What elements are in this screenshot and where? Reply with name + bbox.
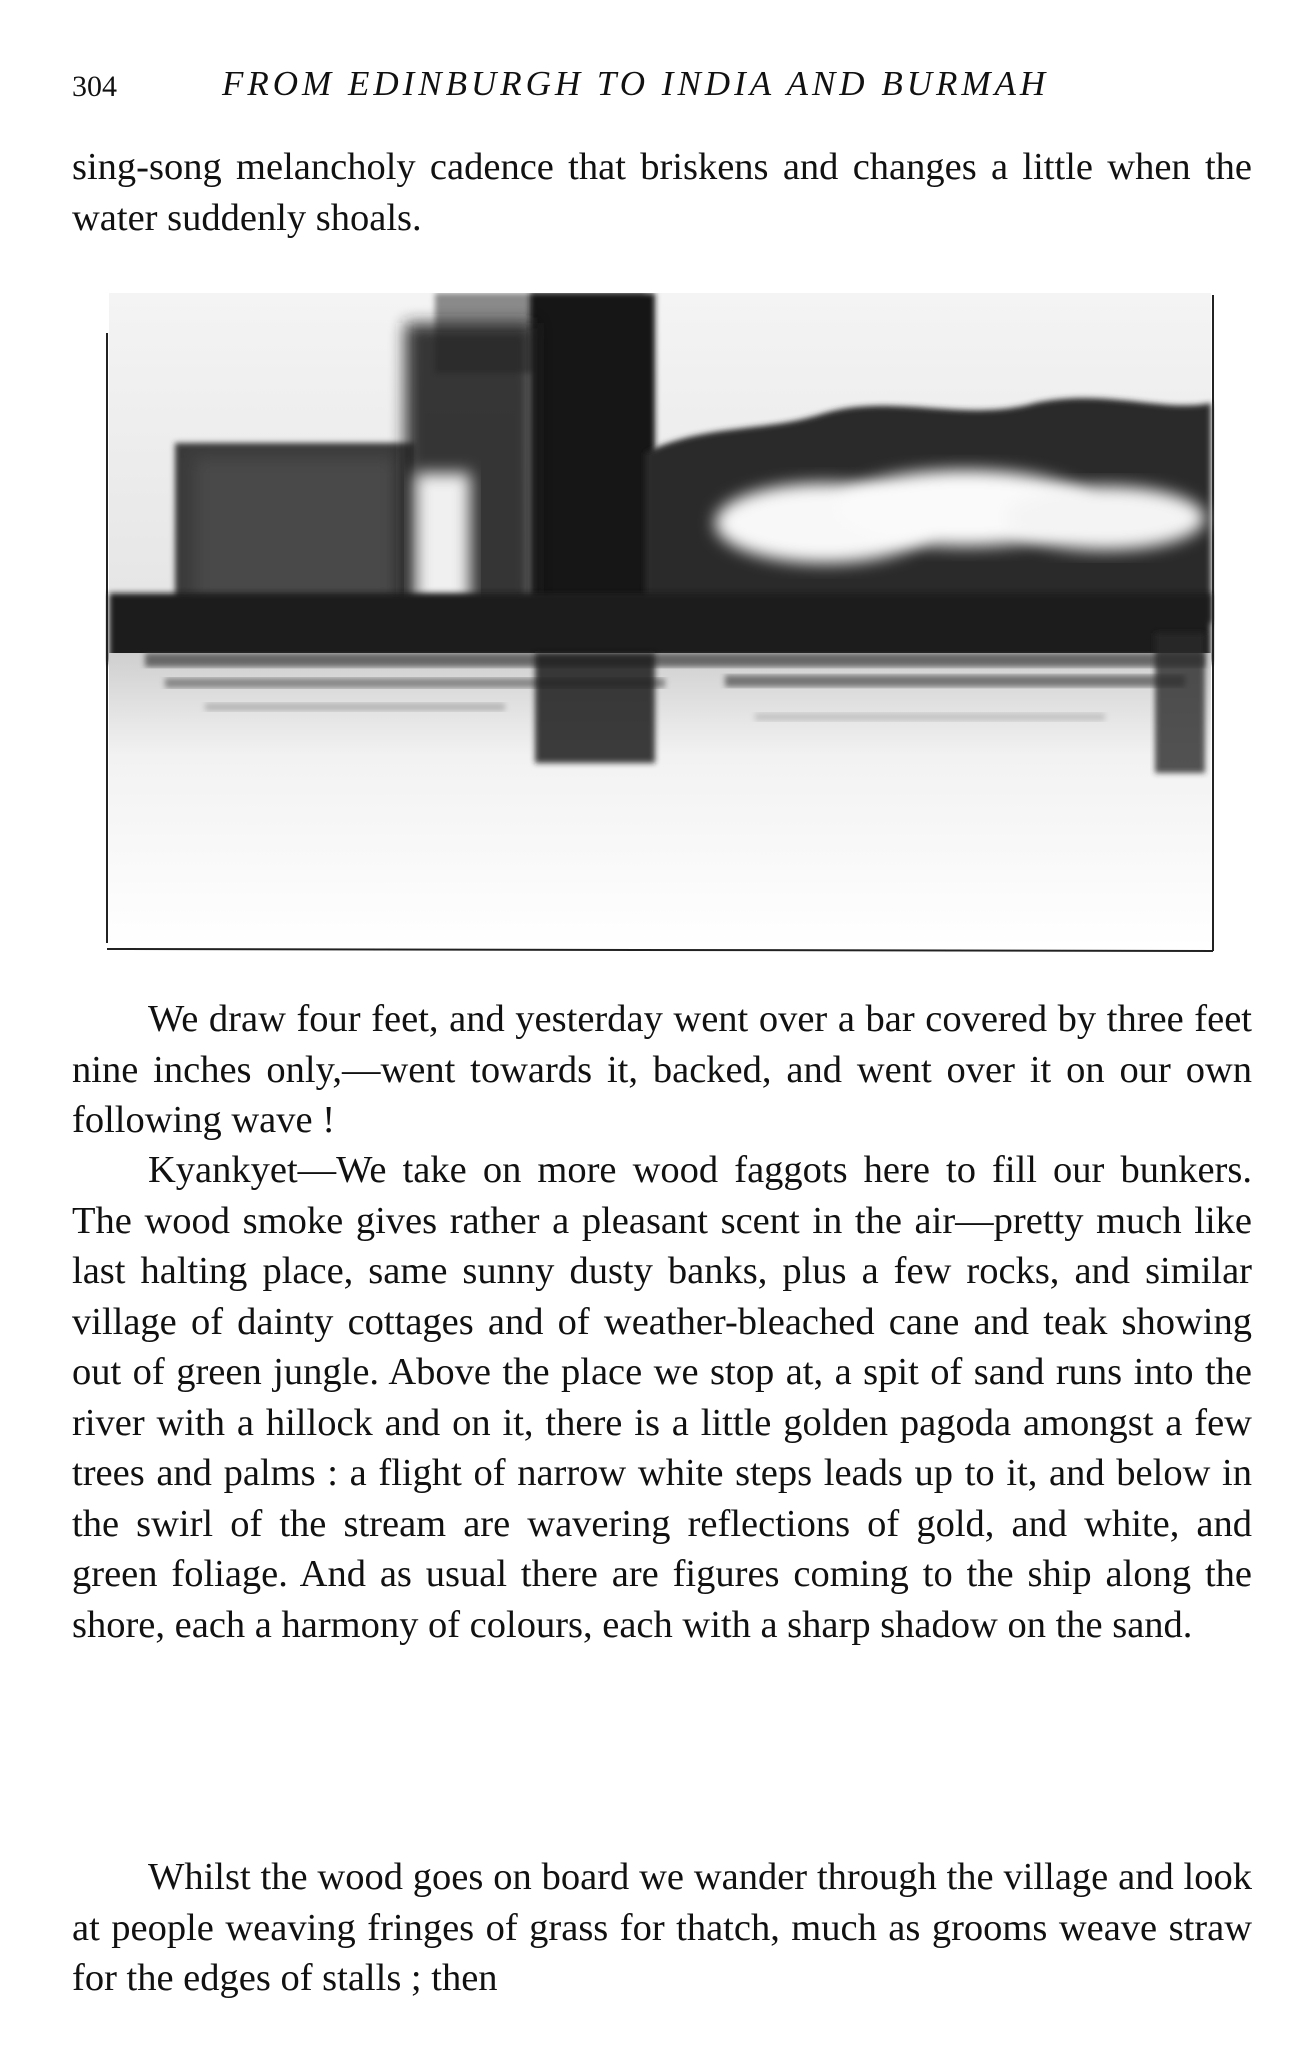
river-photograph-image (105, 293, 1215, 953)
paragraph-kyankyet: Kyankyet—We take on more wood faggots here to fill our bunkers. The wood smoke gives rather a pleasant scent in the air—pretty much like last halting place, same sunny dusty banks, plus a few rocks, and similar village of dainty cottages and of weather-bleached cane and teak showing out of green jungle. Above the place we stop at, a spit of sand runs into the river with a hillock and on it, there is a little golden pagoda amongst a few trees and palms : a flight of narrow white steps leads up to it, and below in the swirl of the stream are wavering reflections of gold, and white, and green foliage. And as usual there are figures coming to the ship along the shore, each a harmony of colours, each with a sharp shadow on the sand. (72, 1149, 1252, 1646)
paragraph-continued: sing-song melancholy cadence that briskens and changes a little when the water suddenly shoals. (72, 146, 1252, 239)
river-photograph (105, 293, 1215, 953)
paragraph-village: Whilst the wood goes on board we wander through the village and look at people weaving fringes of grass for thatch, much as grooms weave straw for the edges of stalls ; then (72, 1856, 1252, 1999)
running-title: FROM EDINBURGH TO INDIA AND BURMAH (222, 64, 1050, 103)
running-header (72, 62, 1252, 112)
page-number: 304 (72, 70, 117, 103)
paragraph-draught: We draw four feet, and yesterday went over a bar covered by three feet nine inches only,—went towards it, backed, and went over it on our own following wave ! (72, 998, 1252, 1141)
